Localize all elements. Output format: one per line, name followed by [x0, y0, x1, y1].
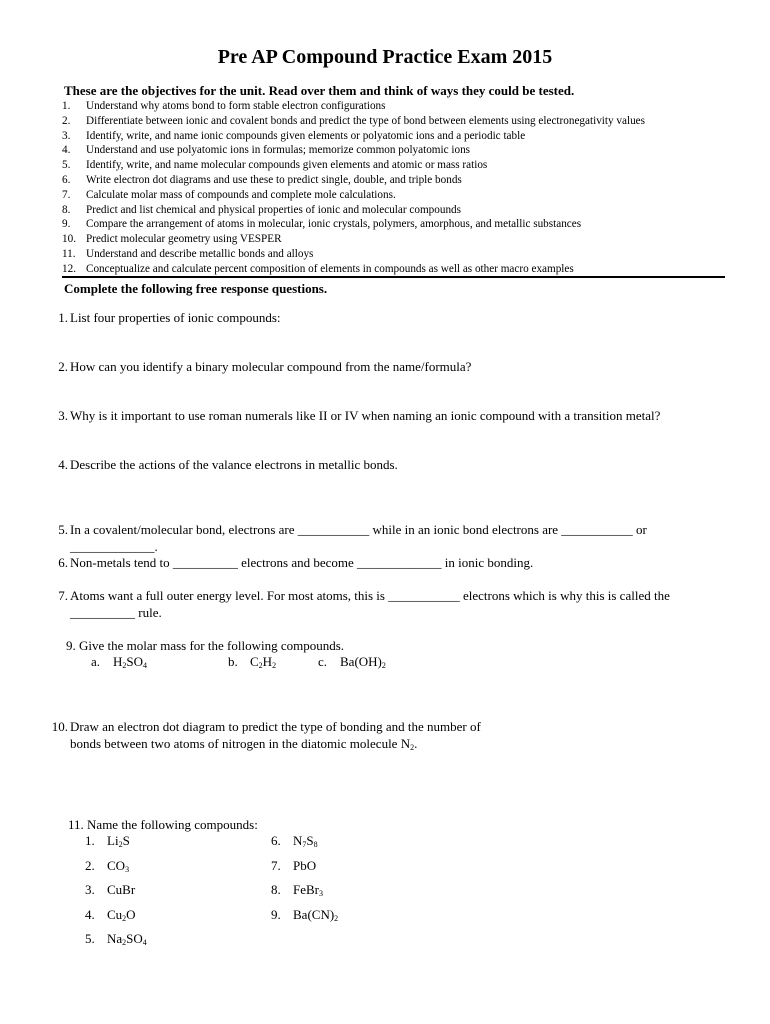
chemical-formula: CuBr [107, 882, 136, 897]
objective-number: 5. [62, 159, 71, 172]
question-number: 4. [58, 457, 68, 472]
question-number: 1. [58, 310, 68, 325]
chemical-formula: FeBr$_3$ [293, 882, 323, 898]
item-label: 5. [85, 931, 95, 946]
objective-number: 12. [62, 262, 76, 275]
objectives-heading: These are the objectives for the unit. Read over them and think of ways they could be tested. [64, 83, 575, 98]
item-label: a. [91, 654, 101, 669]
question-text: Draw an electron dot diagram to predict the type of bonding and the number of bonds between two atoms of nitrogen in the diatomic molecule $N_2$. [70, 719, 481, 752]
question-number: 6. [58, 555, 68, 570]
item-label: b. [228, 654, 238, 669]
objective-text: Identify, write, and name molecular compounds given elements and atomic or mass ratios [86, 159, 488, 172]
objective-item [62, 114, 742, 129]
section-divider [62, 276, 725, 278]
objective-number: 6. [62, 173, 71, 186]
question-number: 2. [58, 359, 68, 374]
objective-text: Differentiate between ionic and covalent bonds and predict the type of bond between elements using electronegativity values [86, 114, 645, 127]
item-label: 4. [85, 906, 95, 922]
question-10 [44, 718, 724, 754]
objective-number: 7. [62, 188, 71, 201]
objective-text: Compare the arrangement of atoms in molecular, ionic crystals, polymers, amorphous, and metallic substances [86, 218, 582, 231]
question-number: 10. [51, 719, 68, 734]
question-text: List four properties of ionic compounds: [70, 310, 281, 325]
molar-mass-item-b [228, 654, 276, 670]
item-label: 7. [271, 857, 281, 873]
chemical-formula: $N_7S_8$ [293, 833, 318, 849]
objective-item [62, 217, 742, 232]
chemical-formula: $Li_2S$ [107, 833, 130, 849]
item-label: 9. [271, 906, 281, 922]
naming-list-left [85, 833, 245, 956]
question-1 [44, 309, 724, 327]
chemical-formula: $Ba(CN)_2$ [293, 906, 339, 923]
objective-number: 8. [62, 203, 71, 216]
compound-item [271, 858, 431, 883]
compound-item [271, 882, 431, 907]
objective-item [62, 173, 742, 188]
objective-number: 9. [62, 218, 71, 231]
objective-text: Identify, write, and name ionic compounds given elements or polyatomic ions and a periodic table [86, 129, 526, 142]
question-number: 9. [66, 638, 76, 653]
objective-number: 1. [62, 100, 71, 112]
objective-item [62, 129, 742, 144]
question-text: Why is it important to use roman numerals like II or IV when naming an ionic compound with a transition metal? [70, 408, 661, 423]
molar-mass-item-c [318, 654, 386, 670]
compound-item [85, 907, 245, 932]
compound-item [85, 882, 245, 907]
chemical-formula: PbO [293, 857, 317, 873]
objective-number: 10. [62, 233, 76, 246]
chemical-formula: $H_2SO_4$ [113, 654, 148, 670]
naming-list-right [271, 833, 431, 931]
objective-text: Calculate molar mass of compounds and complete mole calculations. [86, 188, 396, 201]
chemical-formula: $Ba(OH)_2$ [340, 654, 386, 670]
compound-item [271, 833, 431, 858]
page-title: Pre AP Compound Practice Exam 2015 [217, 46, 553, 68]
question-text: Non-metals tend to __________ electrons and become _____________ in ionic bonding. [70, 555, 534, 570]
objective-text: Predict and list chemical and physical properties of ionic and molecular compounds [86, 203, 461, 216]
question-text: Name the following compounds: [87, 817, 258, 832]
objective-text: Write electron dot diagrams and use these to predict single, double, and triple bonds [86, 173, 462, 186]
question-6 [44, 554, 724, 572]
item-label: 8. [271, 882, 281, 897]
objective-number: 11. [62, 247, 76, 260]
chemical-formula: $CO_3$ [107, 857, 130, 874]
objective-text: Understand why atoms bond to form stable electron configurations [86, 100, 386, 112]
objective-number: 4. [62, 144, 71, 157]
question-2 [44, 358, 724, 376]
item-label: c. [318, 654, 328, 669]
objective-item [62, 203, 742, 218]
question-number: 3. [58, 408, 68, 423]
compound-item [85, 931, 245, 956]
chemical-formula: $Na_2SO_4$ [107, 931, 147, 947]
item-label: 1. [85, 833, 95, 848]
objective-item [62, 247, 742, 262]
free-response-heading: Complete the following free response questions. [64, 281, 328, 296]
objective-item [62, 143, 742, 158]
objective-text: Conceptualize and calculate percent composition of elements in compounds as well as other macro examples [86, 262, 574, 275]
objective-item [62, 232, 742, 247]
question-number: 11. [68, 817, 84, 832]
question-text: In a covalent/molecular bond, electrons are ___________ while in an ionic bond electrons are ___________ or _____________. [70, 522, 647, 554]
molar-mass-item-a [91, 654, 147, 670]
objective-item [62, 158, 742, 173]
objective-number: 2. [62, 114, 71, 127]
question-number: 7. [58, 588, 68, 603]
item-label: 3. [85, 882, 95, 897]
question-11 [68, 816, 668, 834]
objective-item [62, 262, 742, 277]
objective-item [62, 188, 742, 203]
question-5 [44, 521, 724, 557]
objective-text: Understand and use polyatomic ions in formulas; memorize common polyatomic ions [86, 144, 471, 157]
objective-item [62, 99, 742, 114]
item-label: 2. [85, 857, 95, 873]
question-text: Describe the actions of the valance electrons in metallic bonds. [70, 457, 398, 472]
objective-number: 3. [62, 129, 71, 142]
question-text: Give the molar mass for the following compounds. [79, 638, 345, 653]
question-7 [44, 587, 724, 623]
objectives-list [62, 99, 742, 277]
question-4 [44, 456, 724, 474]
compound-item [85, 858, 245, 883]
question-number: 5. [58, 522, 68, 537]
compound-item [85, 833, 245, 858]
chemical-formula: $Cu_2O$ [107, 906, 136, 923]
question-9 [66, 637, 666, 655]
item-label: 6. [271, 833, 281, 848]
objective-text: Predict molecular geometry using VESPER [86, 233, 282, 246]
question-3 [44, 407, 734, 425]
question-text: How can you identify a binary molecular compound from the name/formula? [70, 359, 472, 374]
question-text: Atoms want a full outer energy level. For most atoms, this is ___________ electrons which is why this is called the __________ rule. [70, 588, 670, 620]
chemical-formula: $C_2H_2$ [250, 654, 277, 670]
objective-text: Understand and describe metallic bonds and alloys [86, 247, 314, 260]
compound-item [271, 907, 431, 932]
